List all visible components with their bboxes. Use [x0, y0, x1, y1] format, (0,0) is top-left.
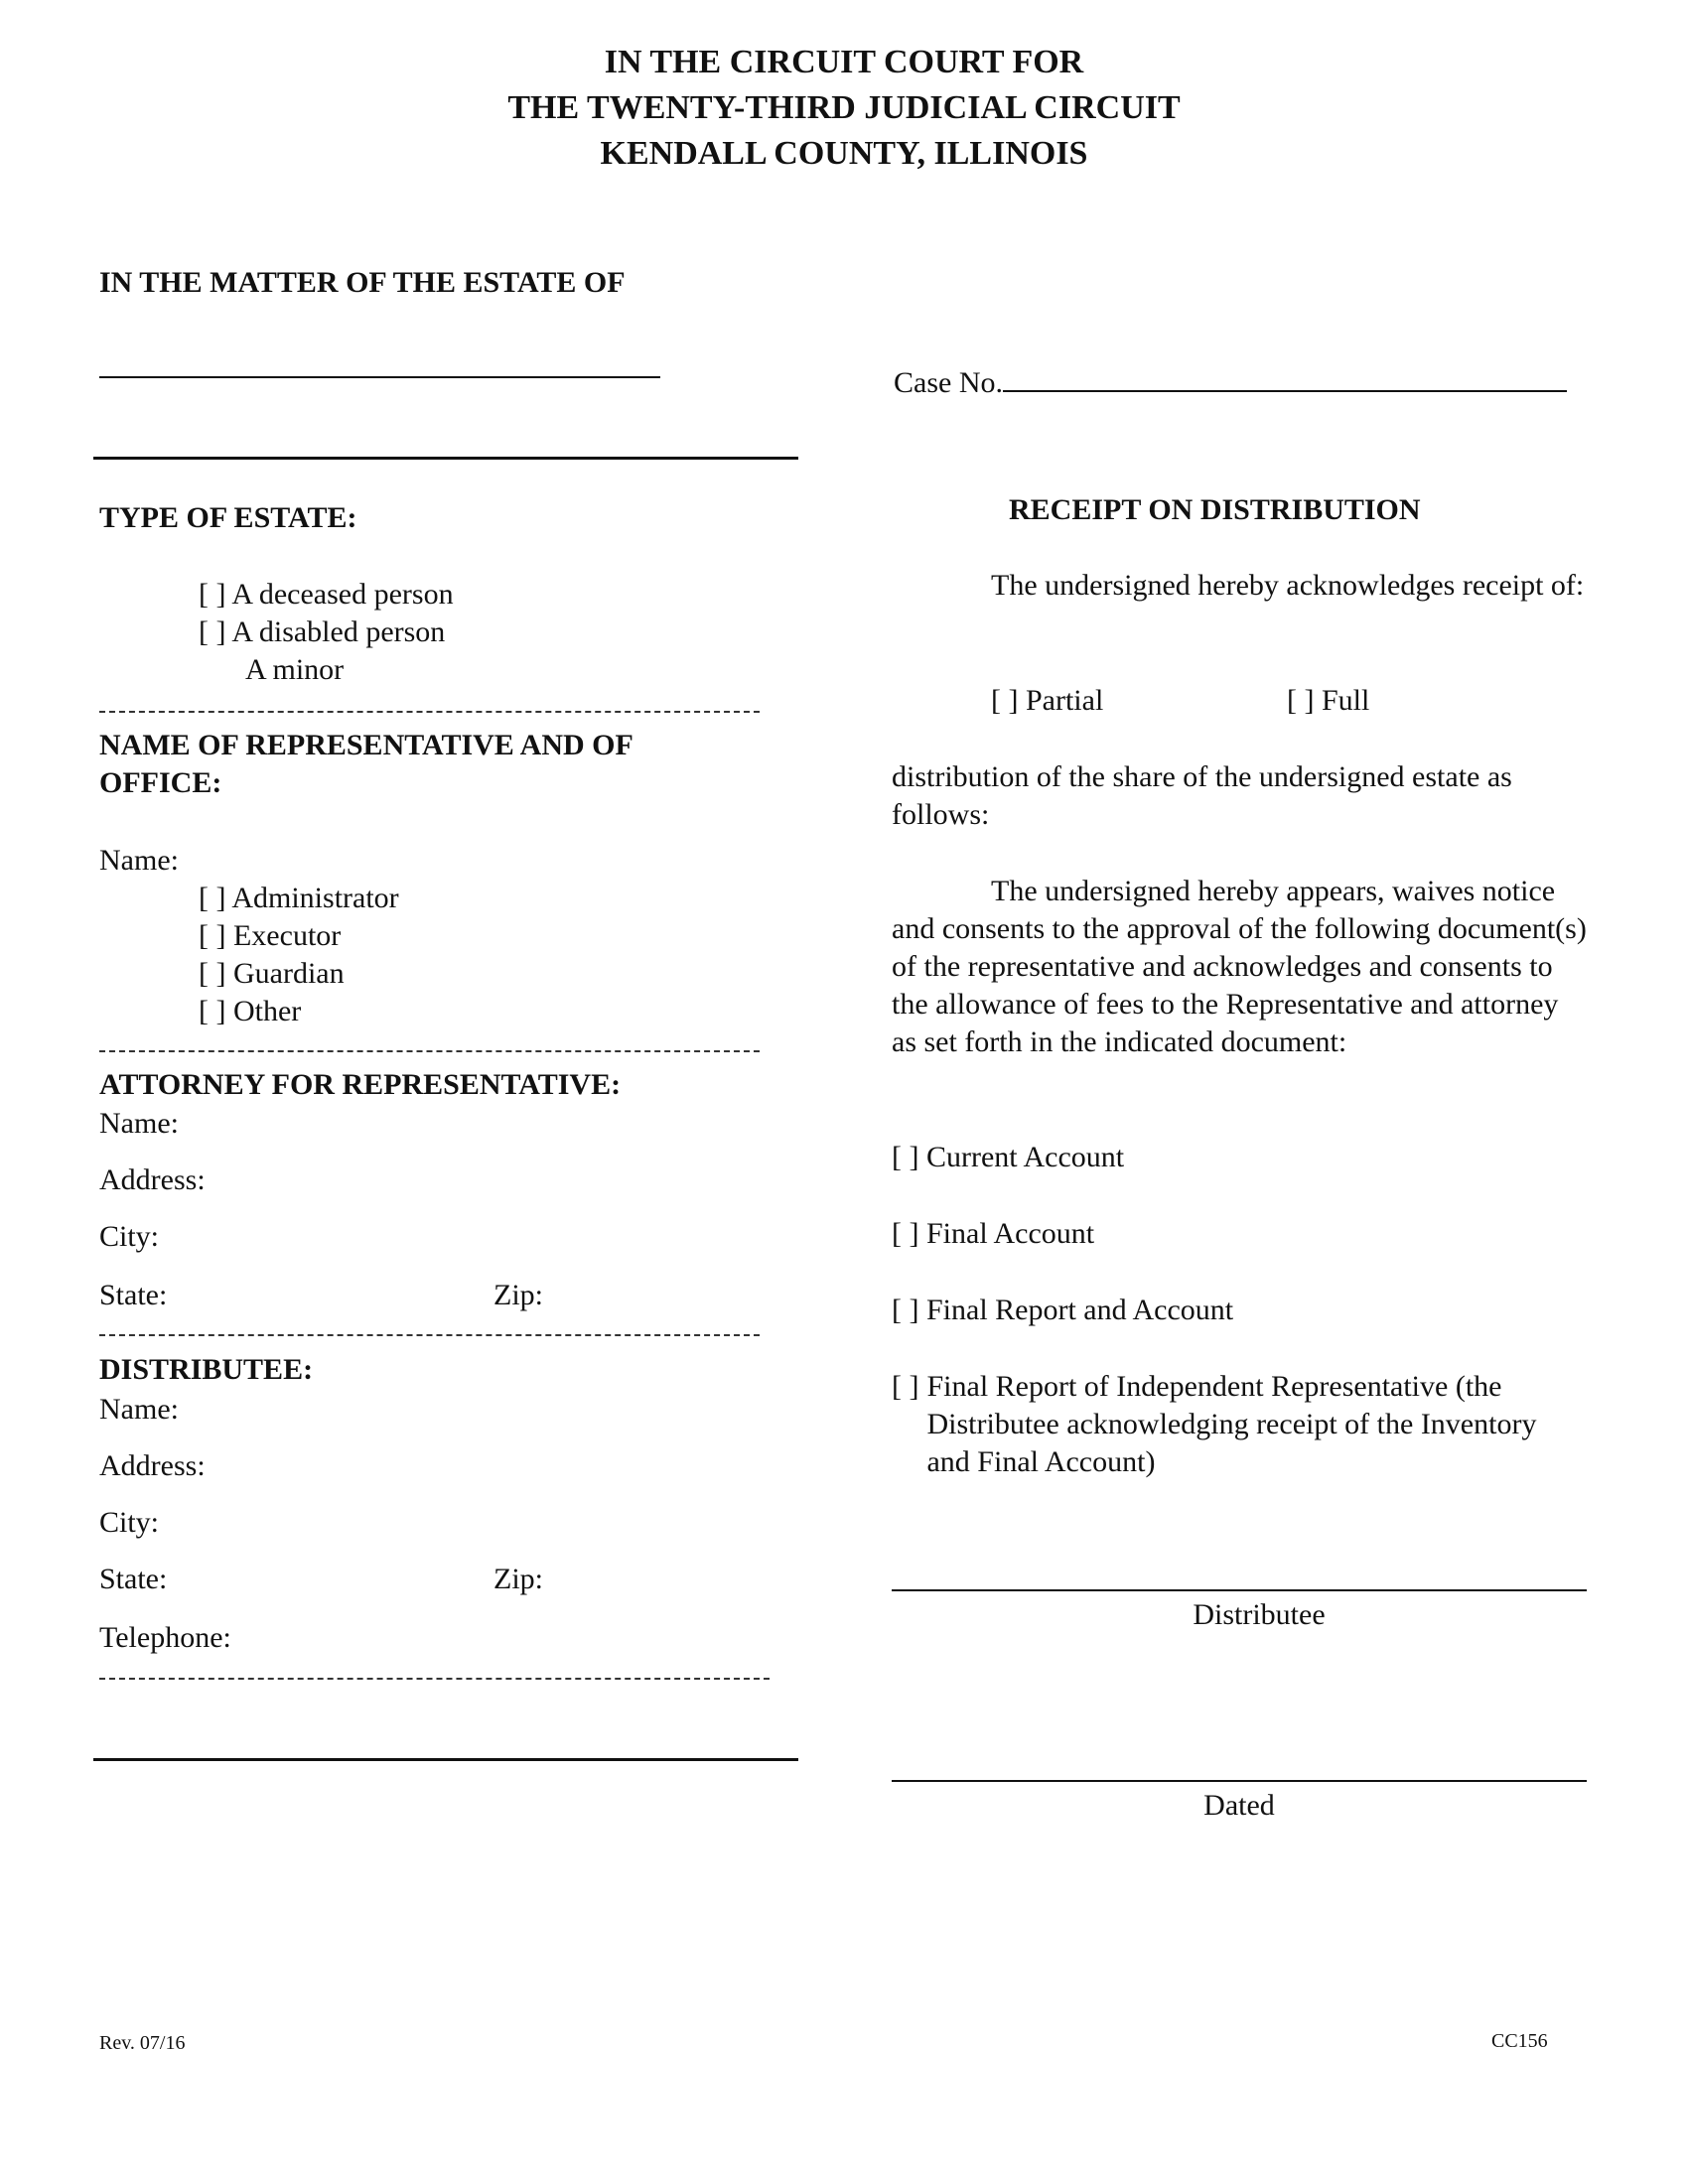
distributee-state-label: State: — [99, 1563, 168, 1595]
court-header-line3: KENDALL COUNTY, ILLINOIS — [600, 135, 1088, 172]
receipt-intro: The undersigned hereby acknowledges receipt of: — [991, 569, 1585, 602]
office-option-other[interactable] — [199, 993, 301, 1030]
distributee-signature-line[interactable] — [892, 1589, 1587, 1591]
section-divider — [99, 1678, 770, 1680]
receipt-heading: RECEIPT ON DISTRIBUTION — [1009, 493, 1421, 526]
office-option-label: Other — [232, 995, 302, 1027]
document-option-final-report-independent[interactable] — [892, 1368, 1587, 1481]
estate-heading: IN THE MATTER OF THE ESTATE OF — [99, 266, 626, 299]
case-number-field — [894, 360, 1567, 402]
document-option-final-account[interactable] — [892, 1215, 1094, 1253]
representative-name-label: Name: — [99, 844, 179, 877]
attorney-name-label: Name: — [99, 1107, 179, 1140]
distributee-name-label: Name: — [99, 1393, 179, 1426]
dated-line[interactable] — [892, 1780, 1587, 1782]
form-code: CC156 — [1491, 2030, 1548, 2052]
court-header-line2: THE TWENTY-THIRD JUDICIAL CIRCUIT — [507, 89, 1181, 126]
section-divider — [99, 711, 760, 713]
caption-divider — [93, 457, 798, 460]
office-option-checkbox[interactable]: [ ] — [199, 995, 226, 1027]
distributee-heading: DISTRIBUTEE: — [99, 1353, 314, 1386]
distributee-signature-label: Distributee — [1193, 1598, 1326, 1631]
representative-heading-line2: OFFICE: — [99, 766, 222, 799]
full-checkbox[interactable]: [ ] — [1287, 684, 1315, 717]
case-number-line[interactable] — [1003, 360, 1567, 392]
estate-option-checkbox[interactable]: [ ] — [199, 578, 226, 611]
consent-text: The undersigned hereby appears, waives notice and consents to the approval of the following document(s) of the representative and acknowledges and consents to the allowance of fees to the Representative and attorney as set forth in the indicated document: — [892, 875, 1587, 1058]
office-option-guardian[interactable] — [199, 955, 345, 993]
office-option-label: Guardian — [232, 957, 345, 990]
document-checkbox[interactable]: [ ] — [892, 1294, 919, 1326]
partial-label: Partial — [1025, 684, 1104, 717]
estate-name-line[interactable] — [99, 376, 660, 378]
distributee-address-label: Address: — [99, 1449, 206, 1482]
case-number-label: Case No. — [894, 366, 1003, 399]
estate-option-minor — [245, 651, 344, 689]
full-option[interactable] — [1287, 682, 1369, 720]
document-checkbox[interactable]: [ ] — [892, 1370, 919, 1403]
revision-label: Rev. 07/16 — [99, 2032, 186, 2054]
office-option-label: Executor — [232, 919, 342, 952]
type-of-estate-heading: TYPE OF ESTATE: — [99, 501, 357, 534]
distributee-zip-label: Zip: — [493, 1563, 543, 1595]
attorney-zip-label: Zip: — [493, 1279, 543, 1311]
distributee-city-label: City: — [99, 1506, 160, 1539]
document-checkbox[interactable]: [ ] — [892, 1217, 919, 1250]
office-option-label: Administrator — [231, 882, 399, 914]
estate-option-checkbox[interactable]: [ ] — [199, 615, 226, 648]
document-option-current-account[interactable] — [892, 1139, 1124, 1176]
document-option-final-report-and-account[interactable] — [892, 1292, 1233, 1329]
office-option-checkbox[interactable]: [ ] — [199, 919, 226, 952]
office-option-executor[interactable] — [199, 917, 341, 955]
distributee-telephone-label: Telephone: — [99, 1621, 231, 1654]
document-label: Final Report of Independent Representative (the Distributee acknowledging receipt of the Inventory and Final Account) — [926, 1370, 1537, 1478]
court-header-line1: IN THE CIRCUIT COURT FOR — [604, 44, 1084, 80]
document-label: Final Report and Account — [925, 1294, 1234, 1326]
dated-label: Dated — [1203, 1789, 1275, 1822]
estate-option-disabled[interactable] — [199, 614, 445, 651]
attorney-address-label: Address: — [99, 1163, 206, 1196]
estate-option-deceased[interactable] — [199, 576, 454, 614]
document-label: Final Account — [925, 1217, 1095, 1250]
document-checkbox[interactable]: [ ] — [892, 1141, 919, 1173]
court-header — [0, 40, 1688, 177]
attorney-heading: ATTORNEY FOR REPRESENTATIVE: — [99, 1068, 622, 1101]
estate-option-label: A deceased person — [231, 578, 454, 611]
office-option-checkbox[interactable]: [ ] — [199, 957, 226, 990]
attorney-city-label: City: — [99, 1220, 160, 1253]
office-option-administrator[interactable] — [199, 880, 399, 917]
section-divider — [99, 1050, 760, 1052]
office-option-checkbox[interactable]: [ ] — [199, 882, 226, 914]
section-divider — [99, 1334, 760, 1336]
attorney-state-label: State: — [99, 1279, 168, 1311]
full-label: Full — [1321, 684, 1370, 717]
representative-heading-line1: NAME OF REPRESENTATIVE AND OF — [99, 729, 633, 761]
left-bottom-divider — [93, 1758, 798, 1761]
partial-option[interactable] — [991, 682, 1103, 720]
estate-option-label: A disabled person — [231, 615, 446, 648]
document-label: Current Account — [925, 1141, 1125, 1173]
distribution-text: distribution of the share of the undersigned estate as follows: — [892, 760, 1512, 831]
estate-option-label: A minor — [245, 653, 345, 686]
partial-checkbox[interactable]: [ ] — [991, 684, 1019, 717]
